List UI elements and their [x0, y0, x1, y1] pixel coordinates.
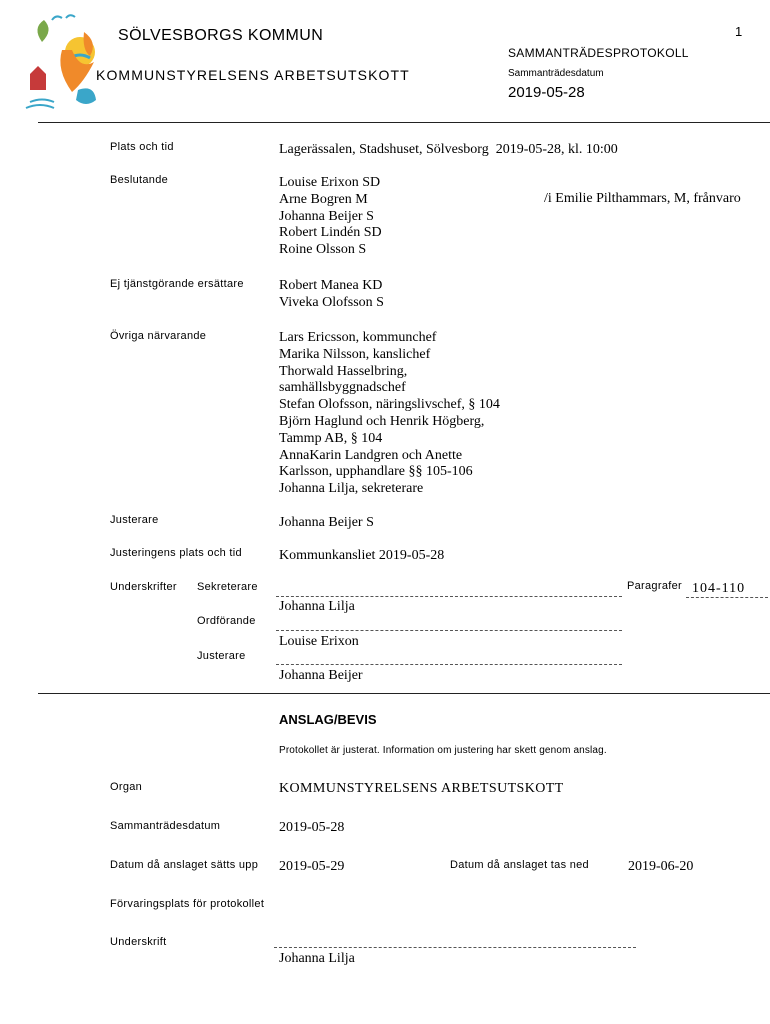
list-item: Arne Bogren M	[279, 191, 368, 207]
posted-date-label: Datum då anslaget sätts upp	[110, 859, 259, 871]
secretary-label: Sekreterare	[197, 581, 258, 593]
decision-makers-list	[279, 175, 382, 259]
document-type: SAMMANTRÄDESPROTOKOLL	[508, 46, 689, 60]
notice-signature-line	[274, 947, 636, 948]
list-item: Thorwald Hasselbring,	[279, 363, 408, 379]
header-divider	[38, 122, 770, 123]
list-item: AnnaKarin Landgren och Anette	[279, 447, 463, 463]
list-item: Robert Manea KD	[279, 278, 383, 293]
adjuster-signature-label: Justerare	[197, 650, 246, 662]
paragraphs-value: 104-110	[692, 581, 746, 596]
list-item: Johanna Lilja, sekreterare	[279, 481, 424, 497]
adjuster-value: Johanna Beijer S	[279, 515, 374, 530]
list-item: Johanna Beijer S	[279, 208, 374, 224]
list-item: Tammp AB, § 104	[279, 430, 383, 446]
paragraphs-line	[686, 597, 768, 598]
decision-makers-label: Beslutande	[110, 174, 169, 186]
storage-label: Förvaringsplats för protokollet	[110, 898, 265, 910]
list-item: Lars Ericsson, kommunchef	[279, 330, 437, 345]
list-item: Stefan Olofsson, näringslivschef, § 104	[279, 397, 500, 413]
list-item: Marika Nilsson, kanslichef	[279, 346, 431, 362]
adjuster-signature-line	[276, 664, 622, 665]
adjustment-place-value: Kommunkansliet 2019-05-28	[279, 548, 445, 563]
section-divider	[38, 693, 770, 694]
removed-date-label: Datum då anslaget tas ned	[450, 859, 589, 871]
chair-name: Louise Erixon	[279, 634, 359, 649]
meeting-date-label: Sammanträdesdatum	[508, 68, 604, 79]
page-number: 1	[735, 24, 743, 39]
list-item: Viveka Olofsson S	[279, 294, 384, 310]
posted-date-value: 2019-05-29	[279, 859, 345, 874]
place-label: Plats och tid	[110, 141, 174, 153]
notice-meeting-date-label: Sammanträdesdatum	[110, 820, 221, 832]
notice-title: ANSLAG/BEVIS	[279, 712, 377, 727]
list-item: Björn Haglund och Henrik Högberg,	[279, 413, 485, 429]
removed-date-value: 2019-06-20	[628, 859, 694, 874]
others-present-list	[279, 330, 500, 498]
chair-signature-line	[276, 630, 622, 631]
meeting-date-value: 2019-05-28	[508, 84, 585, 101]
paragraphs-label: Paragrafer	[627, 580, 682, 592]
substitute-note: /i Emilie Pilthammars, M, frånvaro	[544, 191, 741, 206]
signatures-label: Underskrifter	[110, 581, 177, 593]
organization-name: SÖLVESBORGS KOMMUN	[118, 27, 324, 44]
adjuster-label: Justerare	[110, 514, 159, 526]
notice-signature-label: Underskrift	[110, 936, 167, 948]
place-value: Lagerässalen, Stadshuset, Sölvesborg 2019-05-28, kl. 10:00	[279, 142, 618, 157]
secretary-signature-line	[276, 596, 622, 597]
committee-name: KOMMUNSTYRELSENS ARBETSUTSKOTT	[96, 67, 410, 83]
secretary-name: Johanna Lilja	[279, 599, 355, 614]
notice-statement: Protokollet är justerat. Information om justering har skett genom anslag.	[279, 745, 607, 756]
list-item: Louise Erixon SD	[279, 175, 381, 190]
list-item: Karlsson, upphandlare §§ 105-106	[279, 464, 473, 480]
municipality-logo-icon	[22, 12, 104, 112]
non-serving-label: Ej tjänstgörande ersättare	[110, 278, 244, 290]
adjuster-name: Johanna Beijer	[279, 668, 363, 683]
list-item: Roine Olsson S	[279, 242, 367, 258]
chair-label: Ordförande	[197, 615, 256, 627]
non-serving-list	[279, 278, 384, 312]
notice-meeting-date-value: 2019-05-28	[279, 820, 345, 835]
list-item: samhällsbyggnadschef	[279, 380, 406, 396]
notice-signature-name: Johanna Lilja	[279, 951, 355, 966]
list-item: Robert Lindén SD	[279, 225, 382, 241]
adjustment-place-label: Justeringens plats och tid	[110, 547, 242, 559]
others-present-label: Övriga närvarande	[110, 330, 207, 342]
organ-label: Organ	[110, 781, 143, 793]
organ-value: KOMMUNSTYRELSENS ARBETSUTSKOTT	[279, 781, 564, 796]
